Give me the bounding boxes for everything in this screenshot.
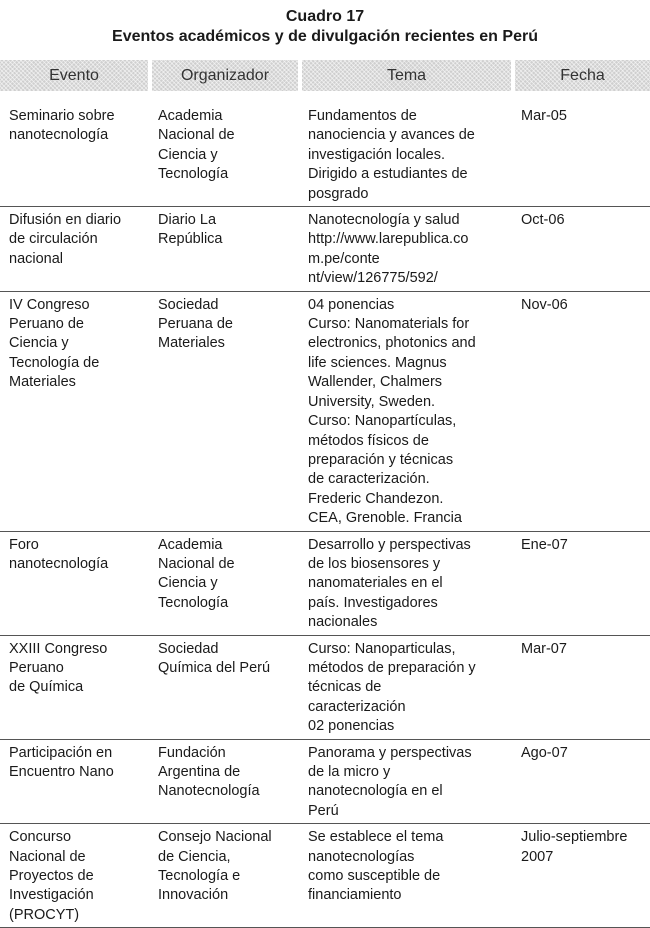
- cell-fecha: [513, 291, 650, 531]
- cell-line: de circulación: [9, 231, 98, 248]
- cell-evento: [0, 207, 150, 292]
- cell-line: Materiales: [158, 335, 225, 352]
- caption-title: Eventos académicos y de divulgación recientes en Perú: [112, 28, 538, 45]
- header-organizador: Organizador: [150, 60, 300, 91]
- cell-line: Frederic Chandezon.: [308, 490, 444, 507]
- cell-tema: [300, 291, 513, 531]
- cell-line: Mar-05: [521, 108, 567, 124]
- cell-line: Desarrollo y perspectivas: [308, 536, 471, 553]
- cell-line: de la micro y: [308, 764, 391, 780]
- cell-line: Nacional de: [158, 555, 235, 572]
- cell-line: http://www.larepublica.co: [308, 231, 469, 248]
- cell-line: Curso: Nanopartículas,: [308, 413, 457, 430]
- cell-fecha: [513, 739, 650, 824]
- cell-line: de Química: [9, 679, 84, 696]
- cell-line: Participación en: [9, 744, 113, 761]
- table-row: [0, 739, 650, 824]
- cell-line: Peruano de: [9, 316, 84, 333]
- cell-fecha: [513, 91, 650, 207]
- cell-line: 02 ponencias: [308, 718, 395, 735]
- cell-line: investigación locales.: [308, 146, 446, 163]
- cell-line: posgrado: [308, 185, 369, 202]
- cell-line: caracterización: [308, 698, 406, 715]
- cell-line: XXIII Congreso: [9, 640, 108, 657]
- cell-tema: [300, 635, 513, 739]
- cell-line: preparación y técnicas: [308, 451, 454, 468]
- cell-line: Tecnología: [158, 166, 229, 183]
- cell-line: Curso: Nanomaterials for: [308, 316, 470, 333]
- header-evento: Evento: [0, 60, 150, 91]
- cell-line: Nanotecnología: [158, 783, 260, 800]
- cell-line: Nanotecnología y salud: [308, 212, 460, 229]
- cell-line: Academia: [158, 108, 223, 124]
- cell-line: Ciencia y: [158, 575, 218, 592]
- cell-organizador: [150, 91, 300, 207]
- cell-line: Nacional de: [9, 848, 86, 865]
- cell-evento: [0, 739, 150, 824]
- cell-line: de Ciencia,: [158, 848, 231, 865]
- cell-line: Innovación: [158, 887, 229, 904]
- cell-evento: [0, 291, 150, 531]
- cell-line: Proyectos de: [9, 868, 94, 885]
- cell-evento: [0, 635, 150, 739]
- table-caption: [0, 7, 650, 47]
- cell-line: Ene-07: [521, 536, 568, 553]
- cell-line: Diario La: [158, 212, 217, 229]
- cell-line: nanotecnología en el: [308, 783, 443, 800]
- cell-line: University, Sweden.: [308, 393, 436, 410]
- table-row: [0, 291, 650, 531]
- cell-organizador: [150, 531, 300, 635]
- cell-line: Difusión en diario: [9, 212, 122, 229]
- cell-line: Investigación: [9, 887, 94, 904]
- cell-line: electronics, photonics and: [308, 335, 476, 352]
- cell-line: Dirigido a estudiantes de: [308, 166, 468, 183]
- cell-line: IV Congreso: [9, 296, 90, 313]
- cell-tema: [300, 739, 513, 824]
- cell-line: como susceptible de: [308, 868, 441, 885]
- cell-line: nanotecnología: [9, 555, 109, 572]
- header-row: [0, 60, 650, 91]
- cell-line: (PROCYT): [9, 906, 80, 923]
- table-row: [0, 531, 650, 635]
- cell-line: Foro: [9, 536, 39, 553]
- cell-line: país. Investigadores: [308, 594, 438, 611]
- cell-line: Nov-06: [521, 296, 568, 313]
- cell-line: Materiales: [9, 374, 76, 391]
- cell-organizador: [150, 824, 300, 928]
- cell-organizador: [150, 291, 300, 531]
- cell-fecha: [513, 207, 650, 292]
- cell-line: 2007: [521, 848, 554, 865]
- cell-tema: [300, 824, 513, 928]
- cell-fecha: [513, 531, 650, 635]
- cell-line: nt/view/126775/592/: [308, 270, 438, 287]
- cell-line: Wallender, Chalmers: [308, 374, 443, 391]
- cell-line: life sciences. Magnus: [308, 354, 447, 371]
- events-table: [0, 60, 650, 928]
- cell-tema: [300, 91, 513, 207]
- caption-number: Cuadro 17: [285, 8, 365, 25]
- cell-line: Encuentro Nano: [9, 764, 114, 780]
- cell-line: Consejo Nacional: [158, 829, 272, 846]
- cell-line: técnicas de: [308, 679, 382, 696]
- cell-line: Se establece el tema: [308, 829, 444, 846]
- cell-line: Sociedad: [158, 640, 219, 657]
- cell-line: de los biosensores y: [308, 555, 441, 572]
- cell-line: Tecnología e: [158, 868, 241, 885]
- cell-fecha: [513, 824, 650, 928]
- table-row: [0, 207, 650, 292]
- table-row: [0, 91, 650, 207]
- cell-line: Fundamentos de: [308, 108, 417, 124]
- cell-evento: [0, 531, 150, 635]
- cell-line: de caracterización.: [308, 471, 430, 488]
- cell-line: Tecnología: [158, 594, 229, 611]
- cell-line: m.pe/conte: [308, 250, 380, 267]
- cell-line: Academia: [158, 536, 223, 553]
- header-fecha: Fecha: [513, 60, 650, 91]
- cell-line: Peruana de: [158, 316, 233, 333]
- cell-organizador: [150, 635, 300, 739]
- cell-line: Oct-06: [521, 212, 565, 229]
- cell-line: nanomateriales en el: [308, 575, 443, 592]
- cell-line: nanociencia y avances de: [308, 127, 475, 144]
- cell-line: Perú: [308, 802, 339, 819]
- cell-fecha: [513, 635, 650, 739]
- cell-line: Fundación: [158, 744, 226, 761]
- cell-line: Peruano: [9, 659, 64, 676]
- cell-line: Panorama y perspectivas: [308, 744, 472, 761]
- cell-line: nacionales: [308, 614, 378, 631]
- cell-line: métodos de preparación y: [308, 659, 476, 676]
- cell-line: Julio-septiembre: [521, 829, 628, 846]
- cell-line: Mar-07: [521, 640, 567, 657]
- cell-line: Concurso: [9, 829, 72, 846]
- cell-organizador: [150, 207, 300, 292]
- cell-line: Curso: Nanoparticulas,: [308, 640, 456, 657]
- cell-line: Química del Perú: [158, 659, 271, 676]
- cell-tema: [300, 531, 513, 635]
- cell-line: República: [158, 231, 223, 248]
- cell-evento: [0, 824, 150, 928]
- cell-line: Argentina de: [158, 764, 241, 780]
- cell-line: nanotecnologías: [308, 848, 415, 865]
- cell-line: nanotecnología: [9, 127, 109, 144]
- cell-organizador: [150, 739, 300, 824]
- cell-line: métodos físicos de: [308, 432, 429, 449]
- table-row: [0, 635, 650, 739]
- table-body: [0, 91, 650, 928]
- cell-tema: [300, 207, 513, 292]
- cell-line: nacional: [9, 250, 64, 267]
- table-row: [0, 824, 650, 928]
- cell-line: Seminario sobre: [9, 108, 115, 124]
- cell-line: Nacional de: [158, 127, 235, 144]
- cell-line: 04 ponencias: [308, 296, 395, 313]
- cell-line: Ciencia y: [158, 146, 218, 163]
- cell-line: Tecnología de: [9, 354, 100, 371]
- header-tema: Tema: [300, 60, 513, 91]
- cell-line: Ciencia y: [9, 335, 69, 352]
- cell-line: financiamiento: [308, 887, 402, 904]
- cell-line: Sociedad: [158, 296, 219, 313]
- cell-evento: [0, 91, 150, 207]
- cell-line: Ago-07: [521, 744, 568, 761]
- cell-line: CEA, Grenoble. Francia: [308, 510, 462, 527]
